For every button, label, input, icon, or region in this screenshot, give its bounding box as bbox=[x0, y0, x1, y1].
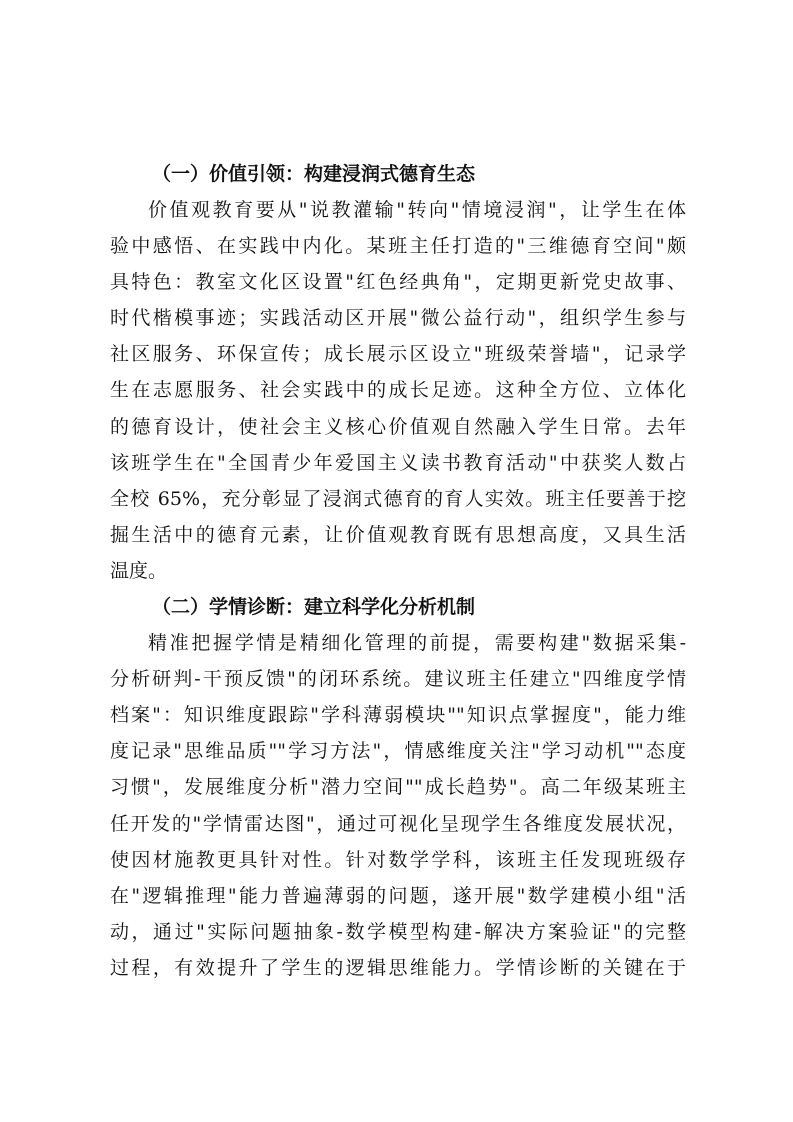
paragraph-line: 价值观教育要从"说教灌输"转向"情境浸润"，让学生在体 bbox=[148, 199, 686, 221]
paragraph-line: 精准把握学情是精细化管理的前提，需要构建"数据采集- bbox=[148, 632, 686, 655]
paragraph-line: 掘生活中的德育元素，让价值观教育既有思想高度，又具生活 bbox=[110, 523, 686, 546]
paragraph-line: 过程，有效提升了学生的逻辑思维能力。学情诊断的关键在于 bbox=[110, 956, 686, 979]
document-page bbox=[110, 156, 686, 986]
paragraph-line: 习惯"，发展维度分析"潜力空间""成长趋势"。高二年级某班主 bbox=[110, 776, 686, 799]
paragraph-line: 在"逻辑推理"能力普遍薄弱的问题，遂开展"数学建模小组"活 bbox=[110, 884, 686, 907]
paragraph-line: 全校 65%，充分彰显了浸润式德育的育人实效。班主任要善于挖 bbox=[110, 487, 686, 510]
paragraph-line: 具特色：教室文化区设置"红色经典角"，定期更新党史故事、 bbox=[110, 271, 686, 294]
paragraph-line: 验中感悟、在实践中内化。某班主任打造的"三维德育空间"颇 bbox=[110, 235, 686, 258]
paragraph-line: 档案"：知识维度跟踪"学科薄弱模块""知识点掌握度"，能力维 bbox=[110, 704, 686, 727]
section-2-heading: （二）学情诊断：建立科学化分析机制 bbox=[152, 596, 476, 619]
section-1-paragraph bbox=[110, 192, 686, 589]
paragraph-line: 温度。 bbox=[110, 559, 168, 582]
paragraph-line: 的德育设计，使社会主义核心价值观自然融入学生日常。去年 bbox=[110, 415, 686, 438]
paragraph-line: 社区服务、环保宣传；成长展示区设立"班级荣誉墙"，记录学 bbox=[110, 343, 686, 366]
paragraph-line: 使因材施教更具针对性。针对数学学科，该班主任发现班级存 bbox=[110, 848, 686, 871]
paragraph-line: 分析研判-干预反馈"的闭环系统。建议班主任建立"四维度学情 bbox=[110, 668, 686, 691]
paragraph-line: 动，通过"实际问题抽象-数学模型构建-解决方案验证"的完整 bbox=[110, 920, 686, 943]
section-2-paragraph bbox=[110, 625, 686, 986]
paragraph-line: 生在志愿服务、社会实践中的成长足迹。这种全方位、立体化 bbox=[110, 379, 686, 402]
paragraph-line: 时代楷模事迹；实践活动区开展"微公益行动"，组织学生参与 bbox=[110, 307, 686, 330]
section-1-heading: （一）价值引领：构建浸润式德育生态 bbox=[152, 163, 476, 185]
paragraph-line: 该班学生在"全国青少年爱国主义读书教育活动"中获奖人数占 bbox=[110, 451, 686, 474]
paragraph-line: 度记录"思维品质""学习方法"，情感维度关注"学习动机""态度 bbox=[110, 740, 686, 763]
paragraph-line: 任开发的"学情雷达图"，通过可视化呈现学生各维度发展状况， bbox=[110, 812, 686, 835]
